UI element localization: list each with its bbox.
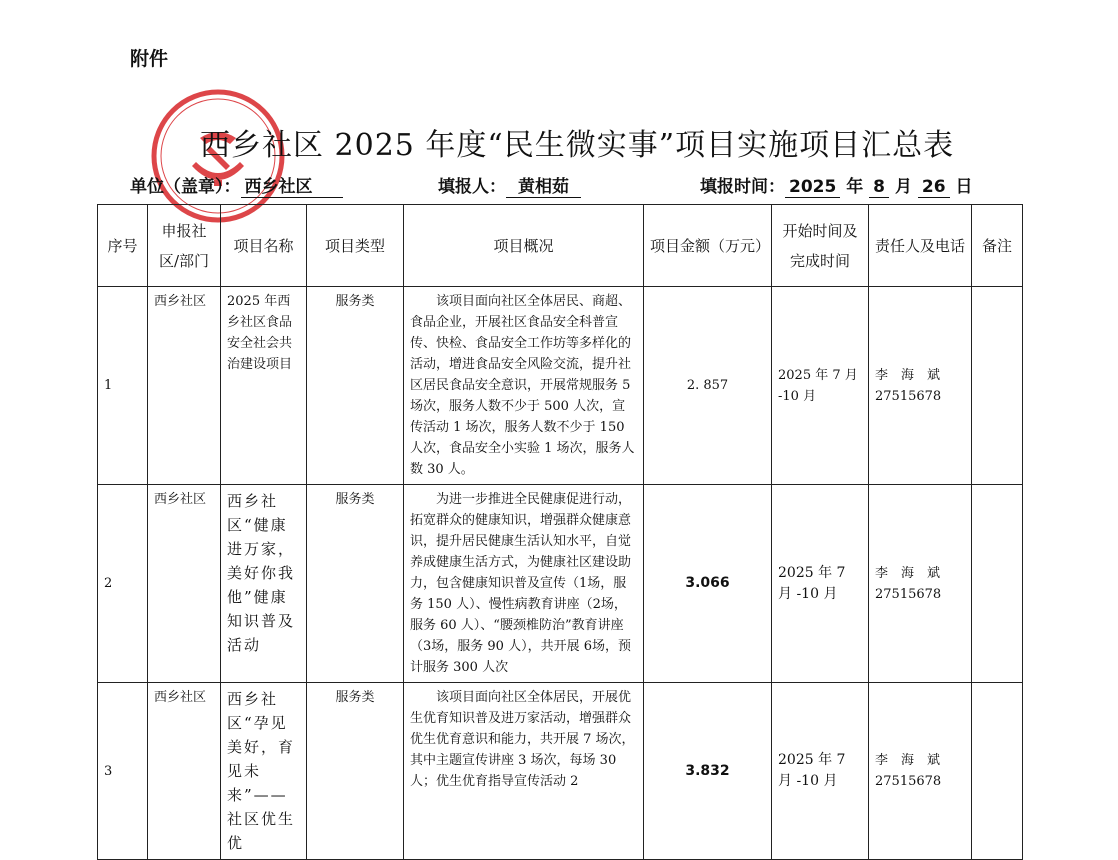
table-header-row xyxy=(98,205,1023,287)
cell-person: 李 海 斌 27515678 xyxy=(869,485,972,683)
cell-project-name: 西乡社区“孕见美好，育见未来”——社区优生优 xyxy=(221,683,307,860)
cell-index: 3 xyxy=(98,683,148,860)
cell-summary: 该项目面向社区全体居民，开展优生优育知识普及进万家活动，增强群众优生优育意识和能力，共开展 7 场次，其中主题宣传讲座 3 场次，每场 30 人；优生优育指导宣传活动 2 xyxy=(404,683,644,860)
cell-note xyxy=(972,485,1023,683)
date-day-unit: 日 xyxy=(955,177,973,197)
cell-index: 1 xyxy=(98,287,148,485)
header-summary: 项目概况 xyxy=(404,205,644,287)
cell-dept: 西乡社区 xyxy=(148,683,221,860)
cell-time: 2025 年 7 月 -10 月 xyxy=(772,683,869,860)
cell-index: 2 xyxy=(98,485,148,683)
unit-label: 单位（盖章）： xyxy=(130,177,241,197)
cell-time: 2025 年 7 月 -10 月 xyxy=(772,287,869,485)
cell-dept: 西乡社区 xyxy=(148,287,221,485)
header-type: 项目类型 xyxy=(307,205,404,287)
header-time: 开始时间及完成时间 xyxy=(772,205,869,287)
header-person: 责任人及电话 xyxy=(869,205,972,287)
date-month-unit: 月 xyxy=(894,177,912,197)
header-dept: 申报社区/部门 xyxy=(148,205,221,287)
unit-value: 西乡社区 xyxy=(241,177,343,198)
header-name: 项目名称 xyxy=(221,205,307,287)
date-day: 26 xyxy=(918,177,950,198)
filler-label: 填报人： xyxy=(438,177,506,197)
table-row xyxy=(98,485,1023,683)
filler-field xyxy=(438,172,581,197)
header-index: 序号 xyxy=(98,205,148,287)
header-amount: 项目金额（万元） xyxy=(644,205,772,287)
cell-summary: 该项目面向社区全体居民、商超、食品企业，开展社区食品安全科普宣传、快检、食品安全工作坊等多样化的活动，增进食品安全风险交流，提升社区居民食品安全意识，开展常规服务 5 场次，服务人数不少于 500 人次，宣传活动 1 场次，服务人数不少于 150 人次，食品安全小实验 1 场次，服务人数 30 人。 xyxy=(404,287,644,485)
unit-field xyxy=(130,172,343,197)
header-note: 备注 xyxy=(972,205,1023,287)
cell-note xyxy=(972,287,1023,485)
page-title: 西乡社区 2025 年度“民生微实事”项目实施项目汇总表 xyxy=(200,128,955,163)
cell-type: 服务类 xyxy=(307,287,404,485)
cell-person: 李 海 斌 27515678 xyxy=(869,683,972,860)
summary-table xyxy=(97,204,1023,860)
cell-note xyxy=(972,683,1023,860)
cell-amount: 2. 857 xyxy=(644,287,772,485)
date-year: 2025 xyxy=(785,177,840,198)
cell-summary: 为进一步推进全民健康促进行动，拓宽群众的健康知识，增强群众健康意识，提升居民健康生活认知水平，自觉养成健康生活方式，为健康社区建设助力，包含健康知识普及宣传（1场，服务 150 人）、慢性病教育讲座（2场，服务 60 人）、“腰颈椎防治”教育讲座（3场，服务 90 人），共开展 6场，预计服务 300 人次 xyxy=(404,485,644,683)
filler-value: 黄相茹 xyxy=(506,177,581,198)
date-field xyxy=(700,172,972,197)
attachment-label: 附件 xyxy=(130,48,169,70)
cell-time: 2025 年 7 月 -10 月 xyxy=(772,485,869,683)
cell-type: 服务类 xyxy=(307,683,404,860)
cell-dept: 西乡社区 xyxy=(148,485,221,683)
cell-amount: 3.832 xyxy=(644,683,772,860)
cell-project-name: 西乡社区“健康进万家，美好你我他”健康知识普及活动 xyxy=(221,485,307,683)
cell-type: 服务类 xyxy=(307,485,404,683)
cell-amount: 3.066 xyxy=(644,485,772,683)
table-row xyxy=(98,287,1023,485)
cell-person: 李 海 斌 27515678 xyxy=(869,287,972,485)
date-year-unit: 年 xyxy=(846,177,864,197)
cell-project-name: 2025 年西乡社区食品安全社会共治建设项目 xyxy=(221,287,307,485)
table-row xyxy=(98,683,1023,860)
date-label: 填报时间： xyxy=(700,177,785,197)
date-month: 8 xyxy=(869,177,889,198)
